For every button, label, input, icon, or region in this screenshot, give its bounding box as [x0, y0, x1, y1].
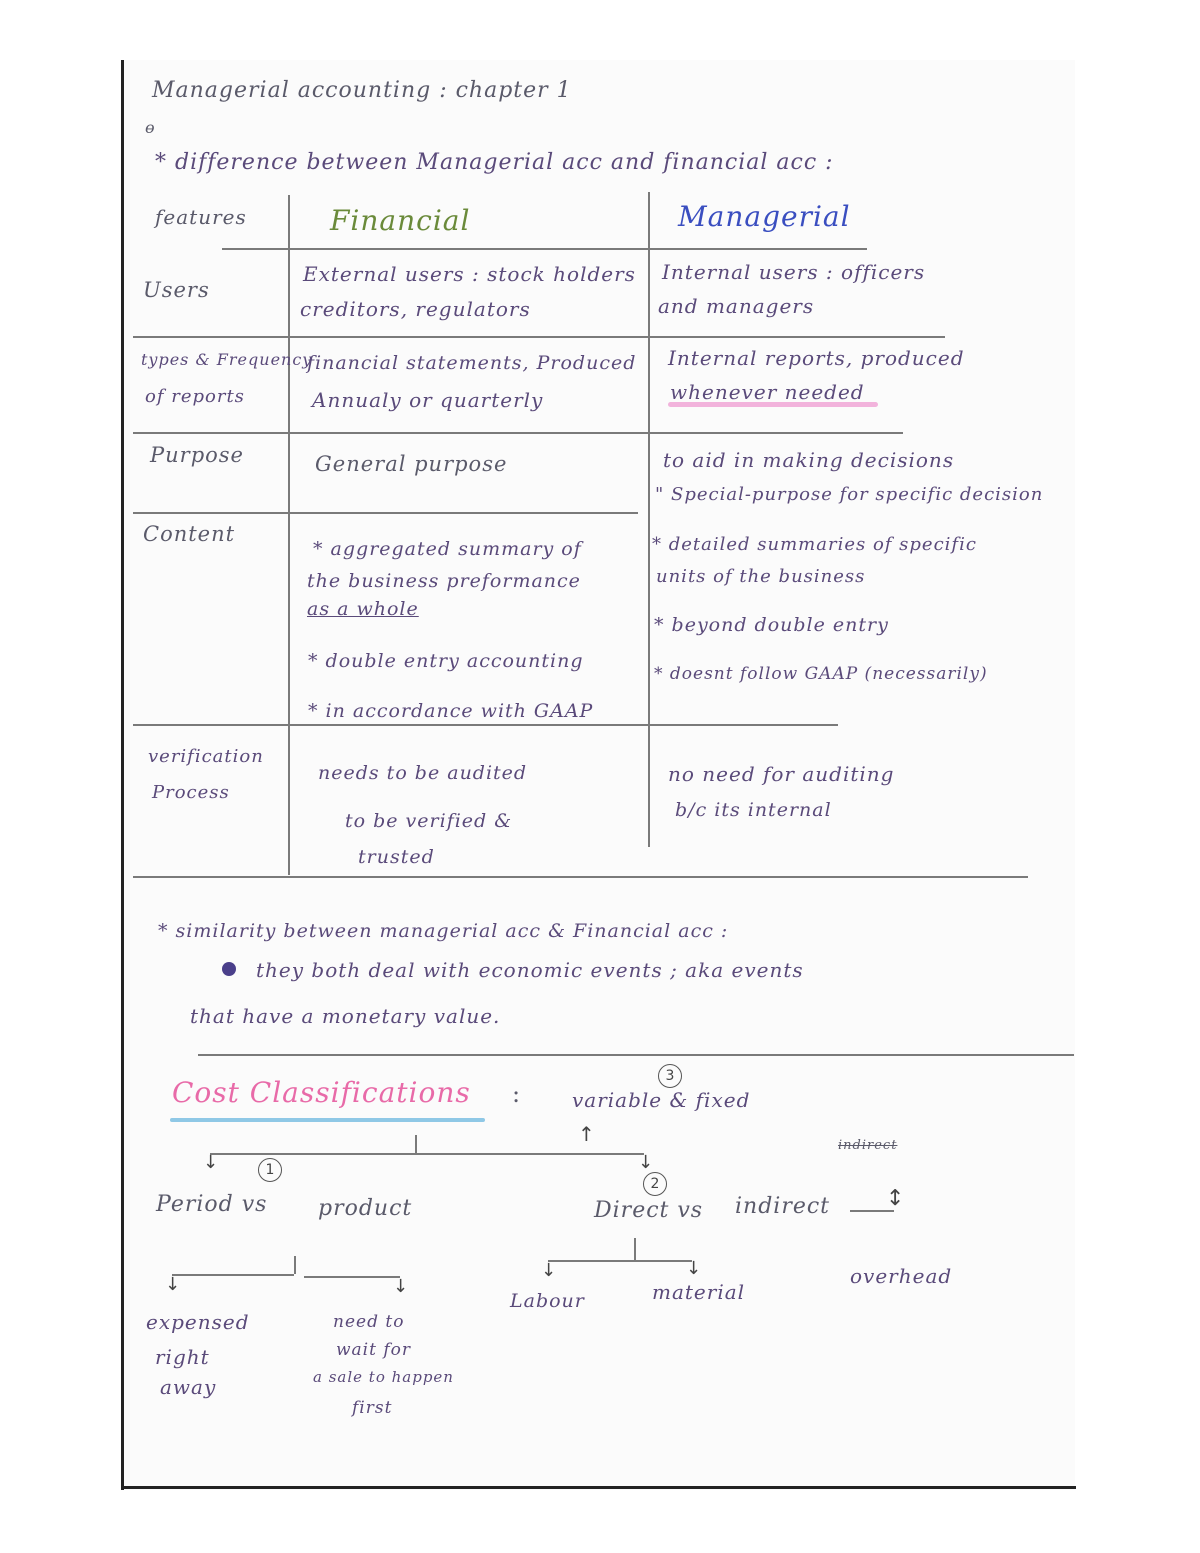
labour: Labour: [510, 1290, 585, 1312]
product-branch-right: [304, 1276, 400, 1278]
indirect-struck: indirect: [838, 1138, 898, 1153]
up-arrow-icon: ↑: [578, 1122, 595, 1146]
direct-stem: [634, 1238, 636, 1260]
managerial-types-line1: Internal reports, produced: [668, 346, 965, 370]
need-wait-line2: wait for: [336, 1340, 412, 1360]
managerial-verification-line2: b/c its internal: [675, 799, 832, 821]
financial-users-line1: External users : stock holders: [303, 262, 636, 286]
circled-number-3: 3: [658, 1064, 682, 1088]
need-wait-line3: a sale to happen: [313, 1368, 454, 1386]
cost-classifications-title: Cost Classifications: [172, 1076, 471, 1109]
expensed-line2: right: [155, 1345, 210, 1369]
circled-number-2: 2: [643, 1172, 667, 1196]
up-down-arrow-icon: ↕: [886, 1186, 905, 1211]
section-heading-difference: * difference between Managerial acc and financial acc :: [155, 150, 834, 175]
similarity-line1: they both deal with economic events ; aka events: [256, 958, 804, 982]
managerial-users-line2: and managers: [658, 294, 815, 318]
product-branch-left: [172, 1274, 294, 1276]
financial-content-line3: as a whole: [307, 598, 419, 620]
feature-content: Content: [143, 522, 236, 546]
financial-content-line1: * aggregated summary of: [313, 538, 582, 560]
financial-verification-line1: needs to be audited: [318, 762, 528, 784]
product-stem: [294, 1256, 296, 1274]
page-title: Managerial accounting : chapter 1: [152, 78, 572, 103]
expensed-line1: expensed: [146, 1310, 250, 1334]
feature-purpose: Purpose: [150, 443, 244, 467]
financial-types-line2: Annualy or quarterly: [312, 388, 544, 412]
managerial-content-line1: * detailed summaries of specific: [652, 534, 977, 555]
feature-users: Users: [143, 278, 210, 302]
header-financial: Financial: [330, 204, 471, 237]
financial-content-line4: * double entry accounting: [308, 650, 584, 672]
managerial-verification-line1: no need for auditing: [668, 762, 895, 786]
direct-branch: [548, 1260, 692, 1262]
down-arrow-icon-labour: ↓: [541, 1260, 557, 1281]
product: product: [318, 1196, 413, 1221]
variable-fixed: variable & fixed: [572, 1088, 751, 1112]
financial-purpose: General purpose: [315, 452, 508, 476]
financial-content-line5: * in accordance with GAAP: [308, 700, 594, 722]
managerial-content-line3: * beyond double entry: [654, 614, 889, 636]
need-wait-line1: need to: [333, 1312, 405, 1332]
table-divider-1: [288, 195, 290, 875]
feature-types-frequency-line1: types & Frequency: [141, 350, 313, 369]
managerial-types-line2: whenever needed: [670, 380, 865, 404]
header-managerial: Managerial: [678, 200, 851, 233]
financial-verification-line3: trusted: [358, 846, 435, 868]
down-arrow-icon-wait: ↓: [393, 1276, 409, 1297]
managerial-purpose-line2: " Special-purpose for specific decision: [655, 484, 1044, 505]
down-arrow-icon-period: ↓: [203, 1152, 219, 1173]
down-arrow-icon-expensed: ↓: [165, 1274, 181, 1295]
material: material: [652, 1280, 746, 1304]
period-vs: Period vs: [156, 1192, 268, 1217]
feature-verification-line1: verification: [148, 746, 264, 767]
tree-stem-top: [415, 1135, 417, 1153]
financial-content-line2: the business preformance: [307, 570, 581, 592]
financial-types-line1: financial statements, Produced: [307, 352, 637, 374]
managerial-users-line1: Internal users : officers: [662, 260, 926, 284]
title-underline: [170, 1118, 485, 1122]
header-features: features: [155, 205, 247, 229]
feature-verification-line2: Process: [152, 782, 230, 803]
direct-vs: Direct vs: [594, 1198, 704, 1223]
stray-mark: ɵ: [145, 118, 156, 137]
feature-types-frequency-line2: of reports: [145, 386, 245, 407]
tree-branch-top: [210, 1153, 644, 1155]
expensed-line3: away: [160, 1375, 217, 1399]
down-arrow-icon-material: ↓: [686, 1258, 702, 1279]
managerial-content-line2: units of the business: [656, 566, 866, 587]
circled-number-1: 1: [258, 1158, 282, 1182]
need-wait-line4: first: [352, 1398, 393, 1418]
similarity-heading: * similarity between managerial acc & Financial acc :: [158, 920, 729, 942]
similarity-line2: that have a monetary value.: [190, 1004, 501, 1028]
bullet-dot: [222, 962, 236, 976]
title-colon: :: [512, 1080, 522, 1108]
page-edge-bottom: [121, 1486, 1076, 1489]
indirect: indirect: [735, 1194, 831, 1219]
managerial-content-line4: * doesnt follow GAAP (necessarily): [654, 664, 988, 684]
table-rule-header: [222, 248, 867, 250]
table-rule-row3: [133, 512, 638, 514]
overhead: overhead: [850, 1264, 953, 1288]
financial-verification-line2: to be verified &: [345, 810, 513, 832]
financial-users-line2: creditors, regulators: [300, 297, 531, 321]
table-rule-bottom: [133, 876, 1028, 878]
table-rule-row2: [133, 432, 903, 434]
page-edge-left: [121, 60, 124, 1490]
table-rule-row1: [133, 336, 945, 338]
managerial-purpose-line1: to aid in making decisions: [663, 448, 955, 472]
table-rule-row4: [133, 724, 838, 726]
section-rule: [198, 1054, 1074, 1056]
down-arrow-icon-direct: ↓: [638, 1152, 654, 1173]
table-divider-2: [648, 192, 650, 847]
